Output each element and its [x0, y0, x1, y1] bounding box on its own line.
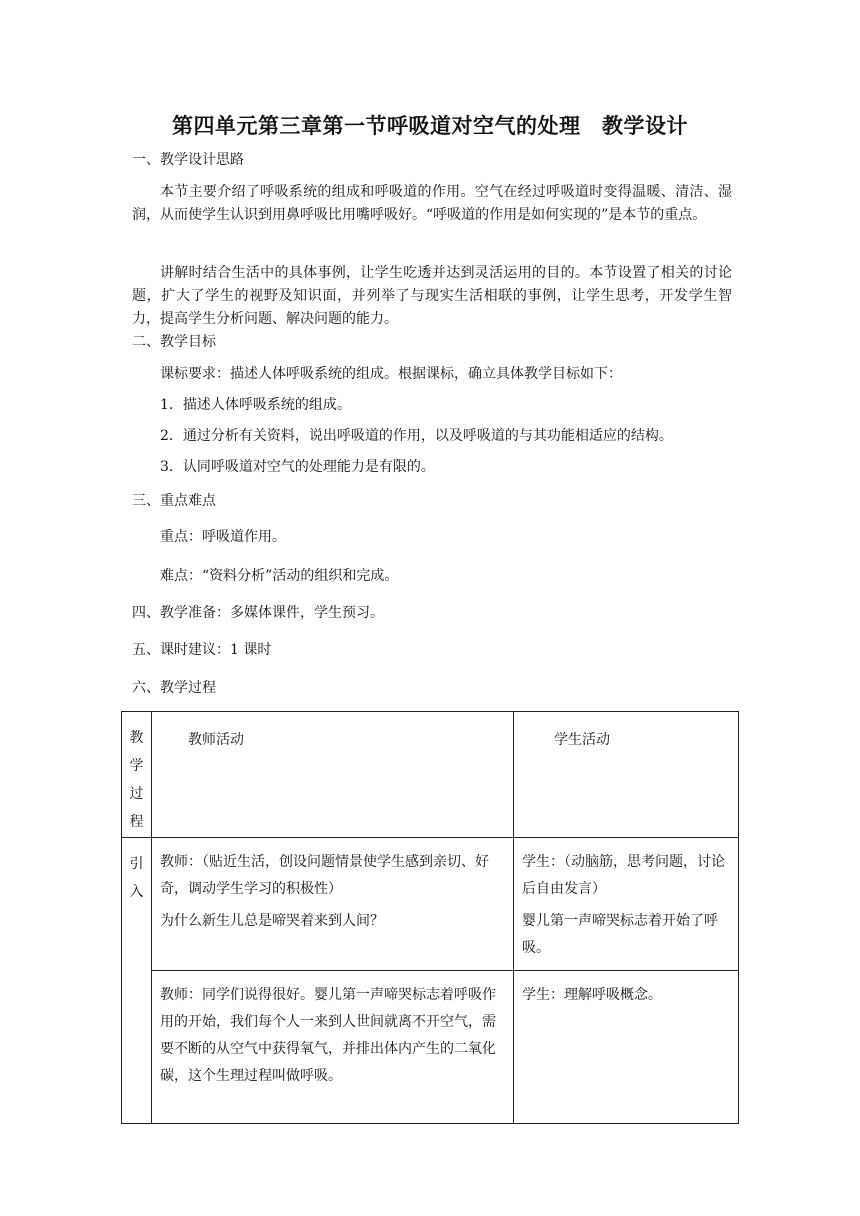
section-1-paragraph-2: 讲解时结合生活中的具体事例，让学生吃透并达到灵活运用的目的。本节设置了相关的讨论题，扩大了学生的视野及知识面，并列举了与现实生活相联的事例，让学生思考，开发学生智力，提高学生分析问题、解决问题的能力。 [132, 265, 732, 327]
section-1-heading: 一、教学设计思路 [132, 152, 244, 168]
page-title: 第四单元第三章第一节呼吸道对空气的处理 教学设计 [172, 113, 688, 138]
header-teacher-activity: 教师活动 [152, 712, 514, 838]
table-header-row [122, 712, 739, 838]
teacher-activity-cell: 教师：同学们说得很好。婴儿第一声啼哭标志着呼吸作用的开始，我们每个人一来到人世间就离不开空气，需要不断的从空气中获得氧气，并排出体内产生的二氧化碳，这个生理过程叫做呼吸。 [152, 971, 514, 1124]
difficult-point: 难点：“资料分析”活动的组织和完成。 [160, 568, 399, 584]
section-2-heading: 二、教学目标 [132, 334, 216, 350]
teacher-activity-cell: 教师：（贴近生活，创设问题情景使学生感到亲切、好奇，调动学生学习的积极性） 为什么新生儿总是啼哭着来到人间？ [152, 838, 514, 971]
teaching-process-table [121, 711, 739, 1124]
student-activity-cell: 学生：理解呼吸概念。 [514, 971, 739, 1124]
section-3-heading: 三、重点难点 [132, 493, 216, 509]
header-student-activity: 学生活动 [514, 712, 739, 838]
stage-intro-cell: 引 入 [122, 838, 152, 1124]
curriculum-requirement: 课标要求：描述人体呼吸系统的组成。根据课标，确立具体教学目标如下： [160, 366, 622, 382]
key-point: 重点：呼吸道作用。 [160, 529, 286, 545]
table-row [122, 838, 739, 971]
section-5: 五、课时建议：1 课时 [132, 642, 272, 658]
goal-3: 3．认同呼吸道对空气的处理能力是有限的。 [160, 459, 435, 475]
student-activity-cell: 学生：（动脑筋，思考问题，讨论后自由发言） 婴儿第一声啼哭标志着开始了呼吸。 [514, 838, 739, 971]
header-stage-cell: 教 学 过 程 [122, 712, 152, 838]
section-6-heading: 六、教学过程 [132, 680, 216, 696]
goal-1: 1．描述人体呼吸系统的组成。 [160, 397, 351, 413]
table-row [122, 971, 739, 1124]
goal-2: 2．通过分析有关资料，说出呼吸道的作用，以及呼吸道的与其功能相适应的结构。 [160, 428, 673, 444]
section-4: 四、教学准备：多媒体课件，学生预习。 [132, 605, 384, 621]
section-1-paragraph-1: 本节主要介绍了呼吸系统的组成和呼吸道的作用。空气在经过呼吸道时变得温暖、清洁、湿润，从而使学生认识到用鼻呼吸比用嘴呼吸好。“呼吸道的作用是如何实现的”是本节的重点。 [132, 184, 732, 223]
